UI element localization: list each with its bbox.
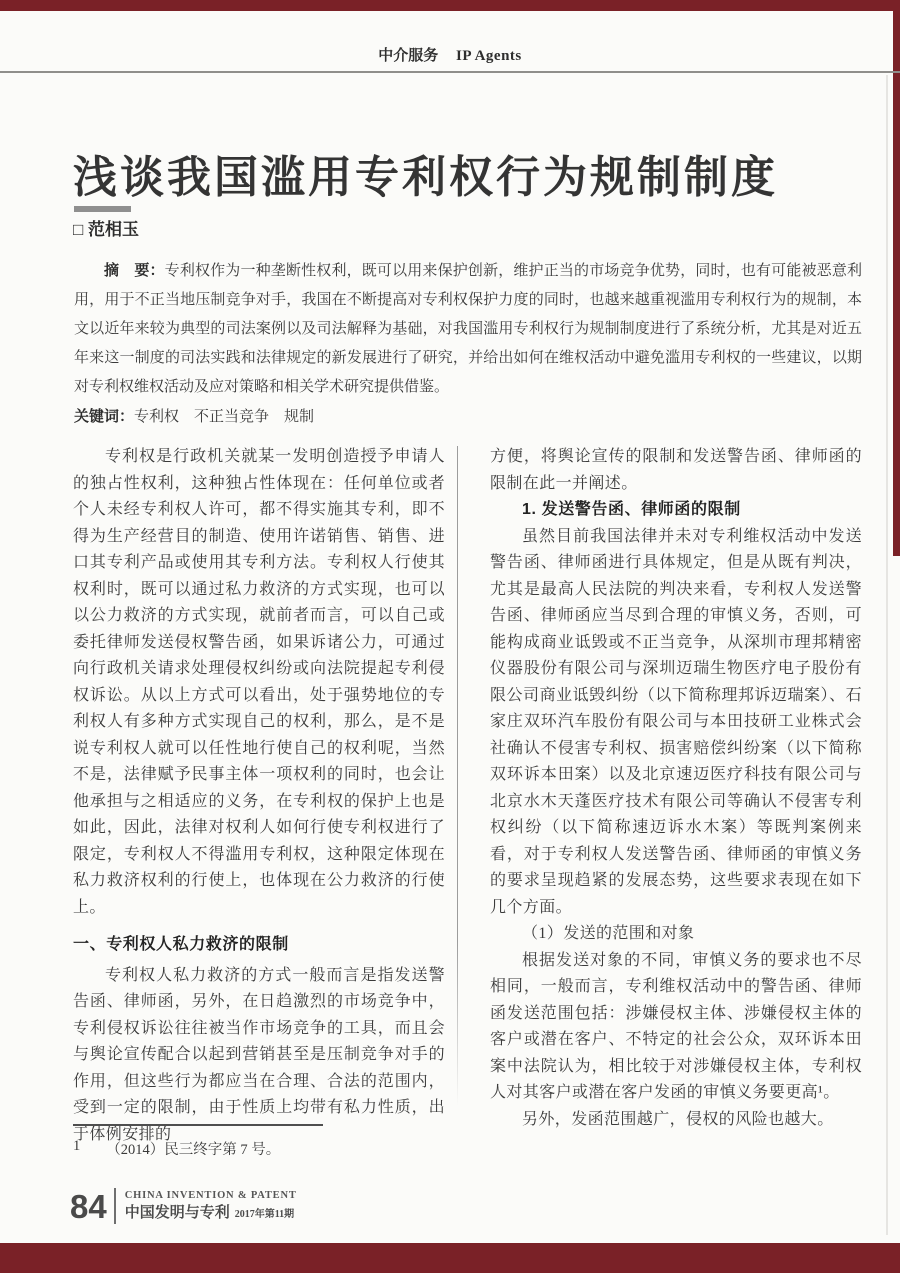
section-heading: 一、专利权人私力救济的限制 — [73, 936, 289, 953]
section-name: 中介服务 — [378, 47, 439, 64]
author-name: □ 范相玉 — [73, 220, 139, 239]
page-number: 84 — [70, 1187, 107, 1225]
journal-name-en: CHINA INVENTION & PATENT — [124, 1190, 297, 1202]
footer-divider — [114, 1188, 116, 1224]
footnote — [73, 1138, 573, 1159]
keywords-text: 专利权 不正当竞争 规制 — [134, 409, 315, 425]
keywords-line — [74, 402, 862, 432]
column-divider-rule — [457, 446, 458, 1106]
page-edge-shadow — [886, 75, 888, 1235]
paragraph: 虽然目前我国法律并未对专利维权活动中发送警告函、律师函进行具体规定，但是从既有判决，尤其是最高人民法院的判决来看，专利权人发送警告函、律师函应当尽到合理的审慎义务，否则，可能构成商业诋毁或不正当竞争，从深圳市理邦精密仪器股份有限公司与深圳迈瑞生物医疗电子股份有限公司商业诋毁纠纷（以下简称理邦诉迈瑞案）、石家庄双环汽车股份有限公司与本田技研工业株式会社确认不侵害专利权、损害赔偿纠纷案（以下简称双环诉本田案）以及北京速迈医疗科技有限公司与北京水木天蓬医疗技术有限公司等确认不侵害专利权纠纷（以下简称速迈诉水木案）等既判案例来看，对于专利权人发送警告函、律师函的审慎义务的要求呈现趋紧的发展态势，这些要求表现在如下几个方面。 — [490, 527, 862, 916]
paragraph: 根据发送对象的不同，审慎义务的要求也不尽相同，一般而言，专利维权活动中的警告函、律师函发送范围包括：涉嫌侵权主体、涉嫌侵权主体的客户或潜在客户、不特定的社会公众，双环诉本田案中法院认为，相比较于对涉嫌侵权主体，专利权人对其客户或潜在客户发函的审慎义务要更高¹。 — [490, 951, 862, 1101]
abstract-text: 专利权作为一种垄断性权利，既可以用来保护创新，维护正当的市场竞争优势，同时，也有可能被恶意利用，用于不正当地压制竞争对手，我国在不断提高对专利权保护力度的同时，也越来越重视滥用专利权行为的规制，本文以近年来较为典型的司法案例以及司法解释为基础，对我国滥用专利权行为规制制度进行了系统分析，尤其是对近五年来这一制度的司法实践和法律规定的新发展进行了研究，并给出如何在维权活动中避免滥用专利权的一些建议，以期对专利权维权活动及应对策略和相关学术研究提供借鉴。 — [74, 263, 862, 395]
section-name-en: IP Agents — [456, 48, 522, 64]
body-column-left — [73, 444, 445, 1148]
paragraph: 方便，将舆论宣传的限制和发送警告函、律师函的限制在此一并阐述。 — [490, 448, 862, 492]
paragraph: 另外，发函范围越广，侵权的风险也越大。 — [522, 1110, 834, 1128]
abstract-label: 摘 要： — [104, 262, 165, 279]
author-decoration-bar — [74, 206, 131, 212]
keywords-label: 关键词： — [74, 408, 135, 425]
abstract-paragraph — [74, 256, 862, 402]
footnote-text: （2014）民三终字第 7 号。 — [106, 1142, 281, 1158]
journal-issue: 2017年第11期 — [234, 1208, 295, 1220]
journal-name-cn-line — [125, 1203, 297, 1223]
page-footer — [70, 1188, 297, 1224]
paragraph: （1）发送的范围和对象 — [522, 925, 695, 942]
scan-edge-band-bottom — [0, 1243, 900, 1273]
body-column-right — [490, 444, 862, 1133]
footnote-rule — [73, 1124, 323, 1126]
journal-identity — [125, 1189, 297, 1222]
paragraph: 专利权人私力救济的方式一般而言是指发送警告函、律师函，另外，在日趋激烈的市场竞争中，专利侵权诉讼往往被当作市场竞争的工具，而且会与舆论宣传配合以起到营销甚至是压制竞争对手的作用，但这些行为都应当在合理、合法的范围内，受到一定的限制，由于性质上均带有私力性质，出于体例安排的 — [73, 966, 445, 1143]
scan-edge-band-top — [0, 0, 900, 11]
article-title: 浅谈我国滥用专利权行为规制制度 — [73, 153, 778, 203]
section-heading: 1. 发送警告函、律师函的限制 — [522, 501, 741, 518]
abstract-block — [74, 256, 862, 432]
journal-name-cn: 中国发明与专利 — [124, 1203, 230, 1221]
footnote-number: 1 — [73, 1138, 81, 1154]
header-rule — [0, 71, 900, 73]
scan-edge-band-right — [893, 0, 900, 556]
paragraph: 专利权是行政机关就某一发明创造授予申请人的独占性权利，这种独占性体现在：任何单位或者个人未经专利权人许可，都不得实施其专利，即不得为生产经营目的制造、使用许诺销售、销售、进口其专利产品或使用其专利方法。专利权人行使其权利时，既可以通过私力救济的方式实现，也可以以公力救济的方式实现，就前者而言，可以自己或委托律师发送侵权警告函，如果诉诸公力，可通过向行政机关请求处理侵权纠纷或向法院提起专利侵权诉讼。从以上方式可以看出，处于强势地位的专利权人有多种方式实现自己的权利，那么，是不是说专利权人就可以任性地行使自己的权利呢，当然不是，法律赋予民事主体一项权利的同时，也会让他承担与之相适应的义务，在专利权的保护上也是如此，因此，法律对权利人如何行使专利权进行了限定，专利权人不得滥用专利权，这种限定体现在私力救济权利的行使上，也体现在公力救济的行使上。 — [73, 448, 445, 916]
running-head — [0, 44, 900, 65]
